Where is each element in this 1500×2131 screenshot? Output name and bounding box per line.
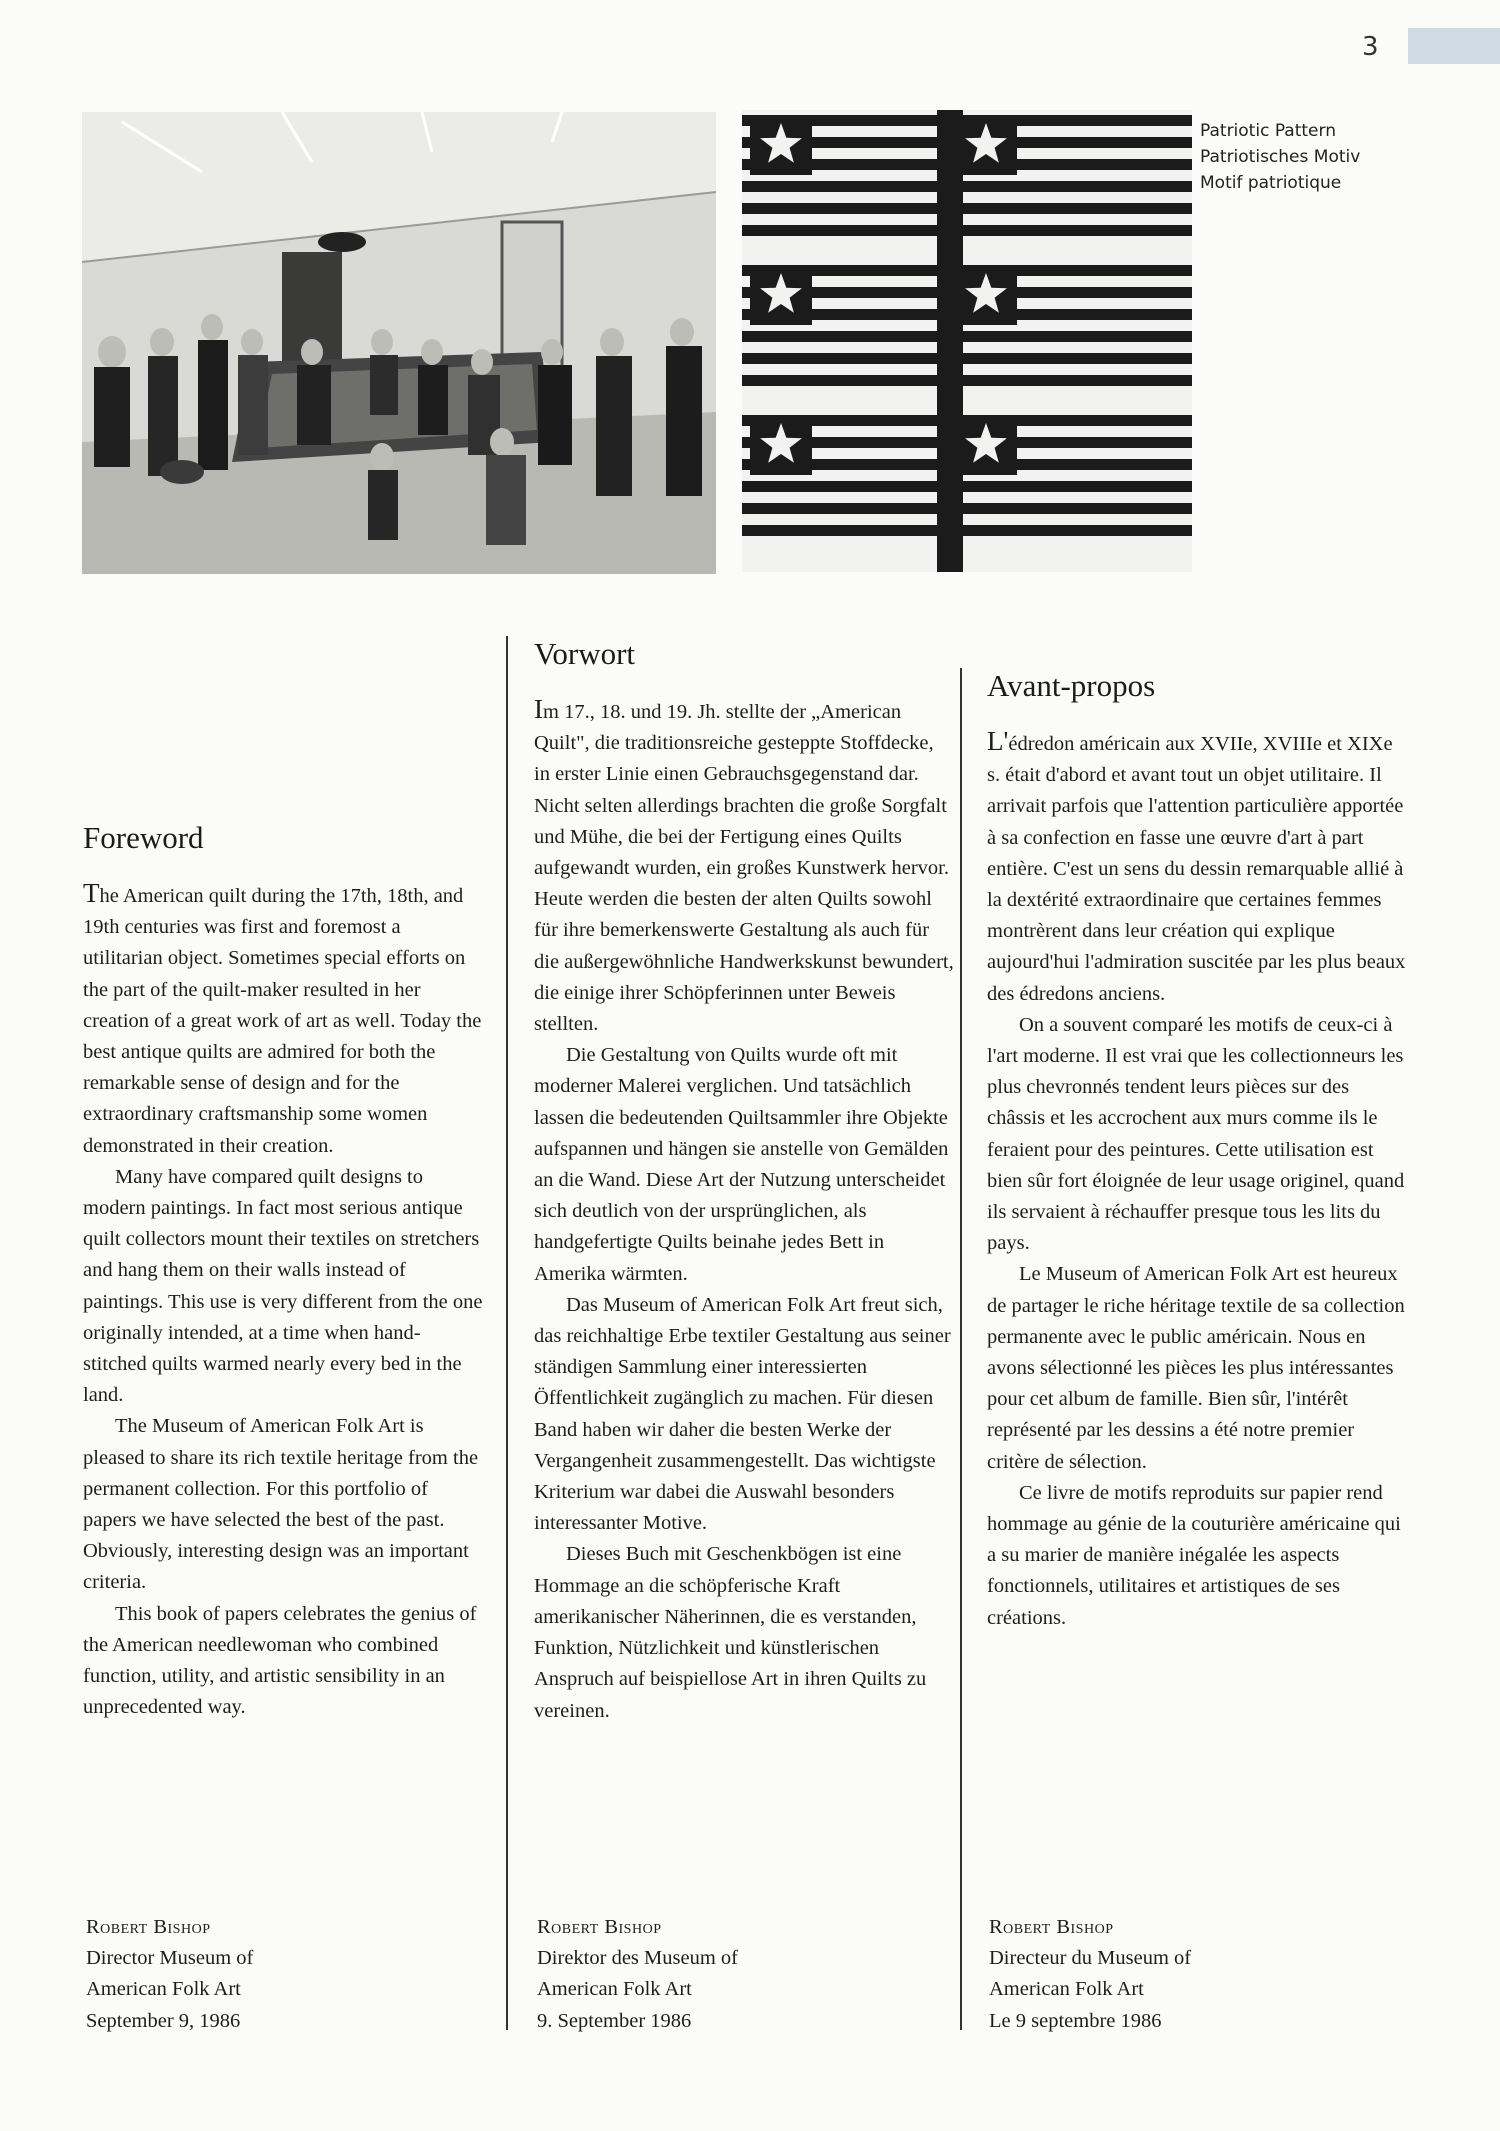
page-corner-tab	[1408, 28, 1500, 64]
signature-role: American Folk Art	[86, 1978, 241, 2001]
english-paragraph: Many have compared quilt designs to modern paintings. In fact most serious antique quilt collectors mount their textiles on stretchers and hang them on their walls instead of paintings. This use is very different from the one originally intended, at a time when hand-stitched quilts warmed nearly every bed in the land.	[83, 1165, 483, 1407]
patriotic-quilt-pattern	[742, 110, 1192, 572]
quilt-stripe	[742, 525, 1192, 536]
french-signature	[989, 1912, 1191, 2037]
column-divider-right	[960, 668, 962, 2030]
german-column	[534, 636, 954, 1727]
german-paragraph: Die Gestaltung von Quilts wurde oft mit moderner Malerei verglichen. Und tatsächlich lassen die bedeutenden Quiltsammler ihre Objekte aufspannen und hängen sie anstelle von Gemälden an die Wand. Diese Art der Nutzung unterscheidet sich deutlich von der ursprünglichen, als handgefertigte Quilts beinahe jedes Bett in Amerika wärmten.	[534, 1044, 949, 1285]
signature-date: 9. September 1986	[537, 2009, 692, 2032]
signature-date: September 9, 1986	[86, 2009, 241, 2032]
french-column	[987, 668, 1407, 1634]
quilt-sashing	[937, 110, 963, 572]
signature-name: Robert Bishop	[86, 1916, 211, 1938]
german-paragraph: Dieses Buch mit Geschenkbögen ist eine Hommage an die schöpferische Kraft amerikanischer Näherinnen, die es verstanden, Funktion, Nützlichkeit und künstlerischen Anspruch auf beispiellose Art in ihren Quilts zu vereinen.	[534, 1543, 927, 1722]
signature-role: Director Museum of	[86, 1947, 254, 1970]
english-paragraph: The Museum of American Folk Art is pleased to share its rich textile heritage from the permanent collection. For this portfolio of papers we have selected the best of the past. Obviously, interesting design was an important criteria.	[83, 1415, 479, 1594]
vorwort-title: Vorwort	[534, 636, 636, 671]
english-signature	[86, 1912, 253, 2037]
french-paragraph: On a souvent comparé les motifs de ceux-ci à l'art moderne. Il est vrai que les collectionneurs les plus chevronnés tendent leurs pièces sur des châssis et les accrochent aux murs comme ils le feraient pour des peintures. Cette utilisation est bien sûr fort éloignée de leur usage originel, quand ils servaient à réchauffer presque tous les lits du pays.	[987, 1013, 1405, 1255]
quilt-stripe	[742, 503, 1192, 514]
quilting-party-painting	[82, 112, 716, 574]
french-paragraph: L'édredon américain aux XVIIe, XVIIIe et XIXe s. était d'abord et avant tout un objet utilitaire. Il arrivait parfois que l'attention particulière apportée à sa confection en fasse une œuvre d'art à part entière. C'est un sens du dessin remarquable allié à la dextérité extraordinaire que certaines femmes montrèrent dans leur création qui explique aujourd'hui l'admiration suscitée par les plus beaux des édredons anciens.	[987, 726, 1406, 1005]
quilt-stripe	[742, 331, 1192, 342]
quilt-stripe	[742, 375, 1192, 386]
caption-french: Motif patriotique	[1200, 173, 1342, 193]
figure-caption	[1200, 118, 1360, 196]
caption-english: Patriotic Pattern	[1200, 121, 1336, 141]
avant-propos-title: Avant-propos	[987, 668, 1156, 703]
quilt-stripe	[742, 353, 1192, 364]
english-paragraph: The American quilt during the 17th, 18th, and 19th centuries was first and foremost a utilitarian object. Sometimes special efforts on the part of the quilt-maker resulted in her creation of a great work of art as well. Today the best antique quilts are admired for both the remarkable sense of design and for the extraordinary craftsmanship some women demonstrated in their creation.	[83, 878, 482, 1157]
foreword-title: Foreword	[83, 820, 204, 855]
column-divider-left	[506, 636, 508, 2030]
signature-role: American Folk Art	[537, 1978, 692, 2001]
german-paragraph: Das Museum of American Folk Art freut sich, das reichhaltige Erbe textiler Gestaltung aus seiner ständigen Sammlung einer interessierten Öffentlichkeit zugänglich zu machen. Für diesen Band haben wir daher die besten Werke der Vergangenheit zusammengestellt. Das wichtigste Kriterium war dabei die Auswahl besonders interessanter Motive.	[534, 1293, 951, 1535]
signature-name: Robert Bishop	[989, 1916, 1114, 1938]
signature-name: Robert Bishop	[537, 1916, 662, 1938]
quilt-stripe	[742, 225, 1192, 236]
signature-role: Directeur du Museum of	[989, 1947, 1192, 1970]
german-signature	[537, 1912, 738, 2037]
signature-role: Direktor des Museum of	[537, 1947, 738, 1970]
french-paragraph: Le Museum of American Folk Art est heureux de partager le riche héritage textile de sa collection permanente avec le public américain. Nous en avons sélectionné les pièces les plus intéressantes pour cet album de famille. Bien sûr, l'intérêt représenté par les dessins a été notre premier critère de sélection.	[987, 1263, 1405, 1473]
quilt-stripe	[742, 481, 1192, 492]
page-number: 3	[1362, 32, 1379, 62]
german-paragraph: Im 17., 18. und 19. Jh. stellte der „American Quilt", die traditionsreiche gesteppte Stoffdecke, in erster Linie einen Gebrauchsgegenstand dar. Nicht selten allerdings brachten die große Sorgfalt und Mühe, die bei der Fertigung eines Quilts aufgewandt wurden, ein großes Kunstwerk hervor. Heute werden die besten der alten Quilts sowohl für ihre bemerkenswerte Gestaltung als auch für die außergewöhnliche Handwerkskunst bewundert, die einige ihrer Schöpferinnen unter Beweis stellten.	[534, 694, 954, 1036]
quilt-stripe	[742, 203, 1192, 214]
quilt-stripe	[742, 181, 1192, 192]
signature-date: Le 9 septembre 1986	[989, 2009, 1162, 2032]
english-paragraph: This book of papers celebrates the genius of the American needlewoman who combined function, utility, and artistic sensibility in an unprecedented way.	[83, 1602, 477, 1719]
french-paragraph: Ce livre de motifs reproduits sur papier rend hommage au génie de la couturière américaine qui a su marier de manière inégalée les aspects fonctionnels, utilitaires et artistiques de ses créations.	[987, 1481, 1401, 1629]
english-column	[83, 820, 483, 1723]
caption-german: Patriotisches Motiv	[1200, 147, 1361, 167]
signature-role: American Folk Art	[989, 1978, 1144, 2001]
